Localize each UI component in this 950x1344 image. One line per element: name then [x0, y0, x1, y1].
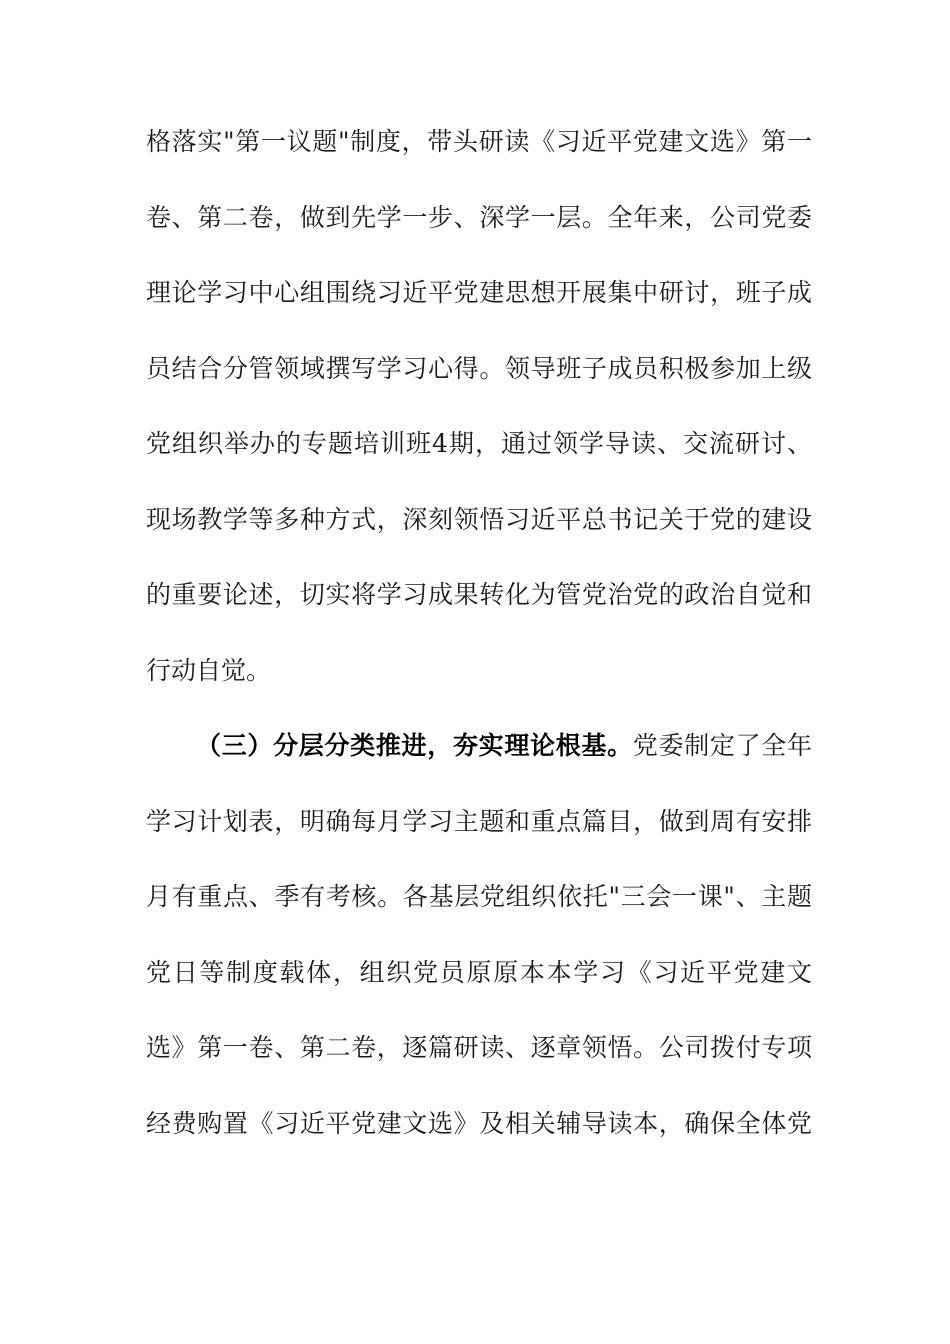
- text-line: 经费购置《习近平党建文选》及相关辅导读本，确保全体党: [146, 1108, 812, 1138]
- text-line: 的重要论述，切实将学习成果转化为管党治党的政治自觉和: [146, 580, 812, 609]
- text-line: 卷、第二卷，做到先学一步、深学一层。全年来，公司党委: [146, 202, 812, 232]
- text-line: 员结合分管领域撰写学习心得。领导班子成员积极参加上级: [146, 353, 812, 383]
- text-line: 现场教学等多种方式，深刻领悟习近平总书记关于党的建设: [146, 504, 812, 534]
- text-line: 选》第一卷、第二卷，逐篇研读、逐章领悟。公司拨付专项: [146, 1033, 812, 1062]
- text-line: 党组织举办的专题培训班4期，通过领学导读、交流研讨、: [146, 429, 812, 458]
- text-line: 党日等制度载体，组织党员原原本本学习《习近平党建文: [146, 957, 812, 987]
- text-line: 理论学习中心组围绕习近平党建思想开展集中研讨，班子成: [146, 278, 812, 307]
- section-heading-line: [146, 728, 812, 804]
- text-line: 格落实"第一议题"制度，带头研读《习近平党建文选》第一: [146, 127, 812, 156]
- text-line: 行动自觉。: [146, 655, 272, 685]
- section-first-line-text: 党委制定了全年: [632, 731, 812, 760]
- text-line: 学习计划表，明确每月学习主题和重点篇目，做到周有安排: [146, 806, 812, 836]
- text-line: 月有重点、季有考核。各基层党组织依托"三会一课"、主题: [146, 882, 812, 911]
- body-text: [146, 124, 812, 1181]
- section-heading: （三）分层分类推进，夯实理论根基。: [196, 731, 633, 760]
